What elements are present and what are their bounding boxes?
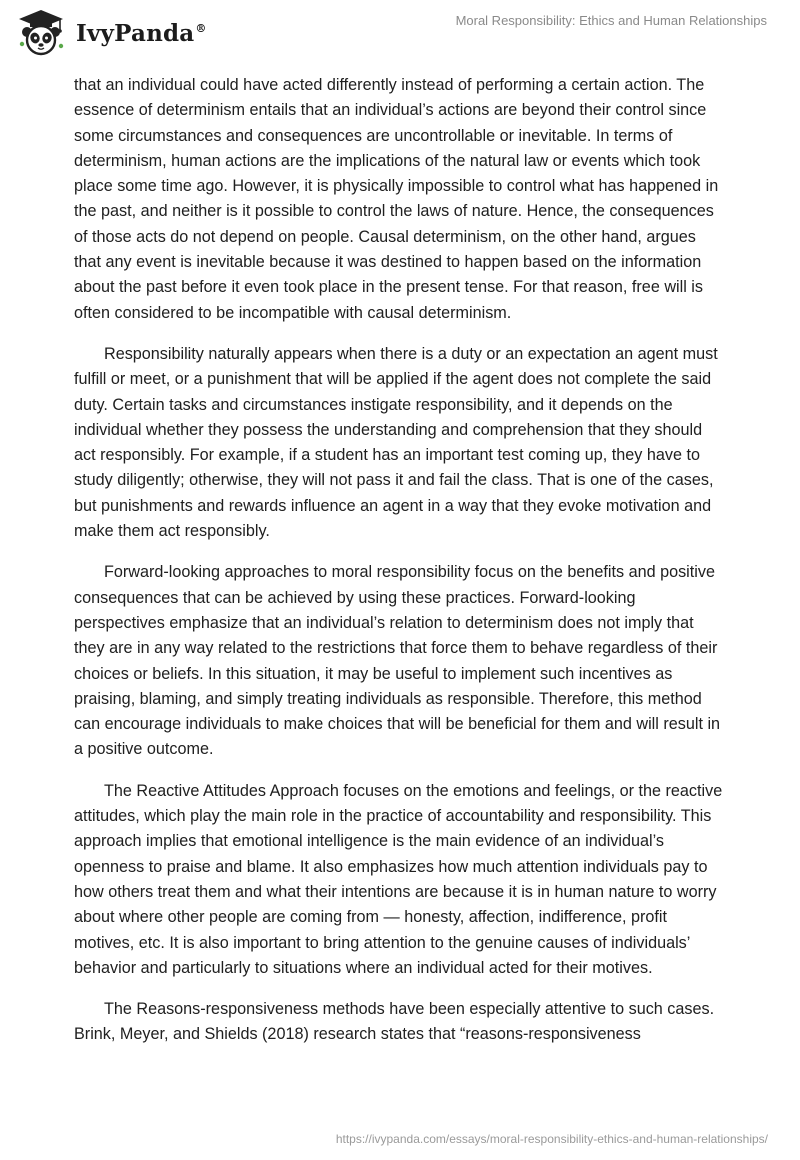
paragraph-reactive-attitudes: The Reactive Attitudes Approach focuses on the emotions and feelings, or the reactive attitudes, which play the main role in the practice of accountability and responsibility. This approach implies that emotional intelligence is the main evidence of an individual’s openness to praise and blame. It also emphasizes how much attention individuals pay to how others treat them and what their intentions are because it is in human nature to worry about where other people are coming from — honesty, affection, indifference, profit motives, etc. It is also important to bring attention to the genuine causes of individuals’ behavior and particularly to situations where an individual acted for their motives. [74,781,723,977]
page-header [0,0,800,60]
brand-logo[interactable] [16,8,207,56]
document-title: Moral Responsibility: Ethics and Human Relationships [455,13,767,28]
paragraph-continued: that an individual could have acted differently instead of performing a certain action. The essence of determinism entails that an individual’s actions are beyond their control since some circumstances and consequences are uncontrollable or inevitable. In terms of determinism, human actions are the implications of the natural law or events which took place some time ago. However, it is physically impossible to control what has happened in the past, and neither is it possible to control the laws of nature. Hence, the consequences of those acts do not depend on people. Causal determinism, on the other hand, argues that any event is inevitable because it was destined to happen based on the information about the past before it even took place in the present tense. For that reason, free will is often considered to be incompatible with causal determinism. [74,76,719,322]
paragraph-forward-looking: Forward-looking approaches to moral responsibility focus on the benefits and positive consequences that can be achieved by using these practices. Forward-looking perspectives emphasize that an individual’s relation to determinism does not imply that they are in any way related to the restrictions that force them to behave regardless of their choices or beliefs. In this situation, it may be useful to implement such incentives as praising, blaming, and simply treating individuals as responsible. Therefore, this method can encourage individuals to make choices that will be beneficial for them and will result in a positive outcome. [74,563,721,759]
paragraph-responsibility: Responsibility naturally appears when there is a duty or an expectation an agent must fulfill or meet, or a punishment that will be applied if the agent does not complete the said duty. Certain tasks and circumstances instigate responsibility, and it depends on the individual whether they possess the understanding and comprehension that they should act responsibly. For example, if a student has an important test coming up, they have to study diligently; otherwise, they will not pass it and fail the class. That is one of the cases, but punishments and rewards influence an agent in a way that they evoke motivation and make them act responsibly. [74,344,718,541]
paragraph-reasons-responsiveness: The Reasons-responsiveness methods have been especially attentive to such cases. Brink, Meyer, and Shields (2018) research states that “reasons-responsiveness [74,1000,715,1044]
essay-body [74,73,726,1064]
source-url[interactable]: https://ivypanda.com/essays/moral-responsibility-ethics-and-human-relationships/ [335,1132,768,1146]
brand-name: IvyPanda® [76,19,207,47]
panda-graduate-icon [16,8,66,56]
